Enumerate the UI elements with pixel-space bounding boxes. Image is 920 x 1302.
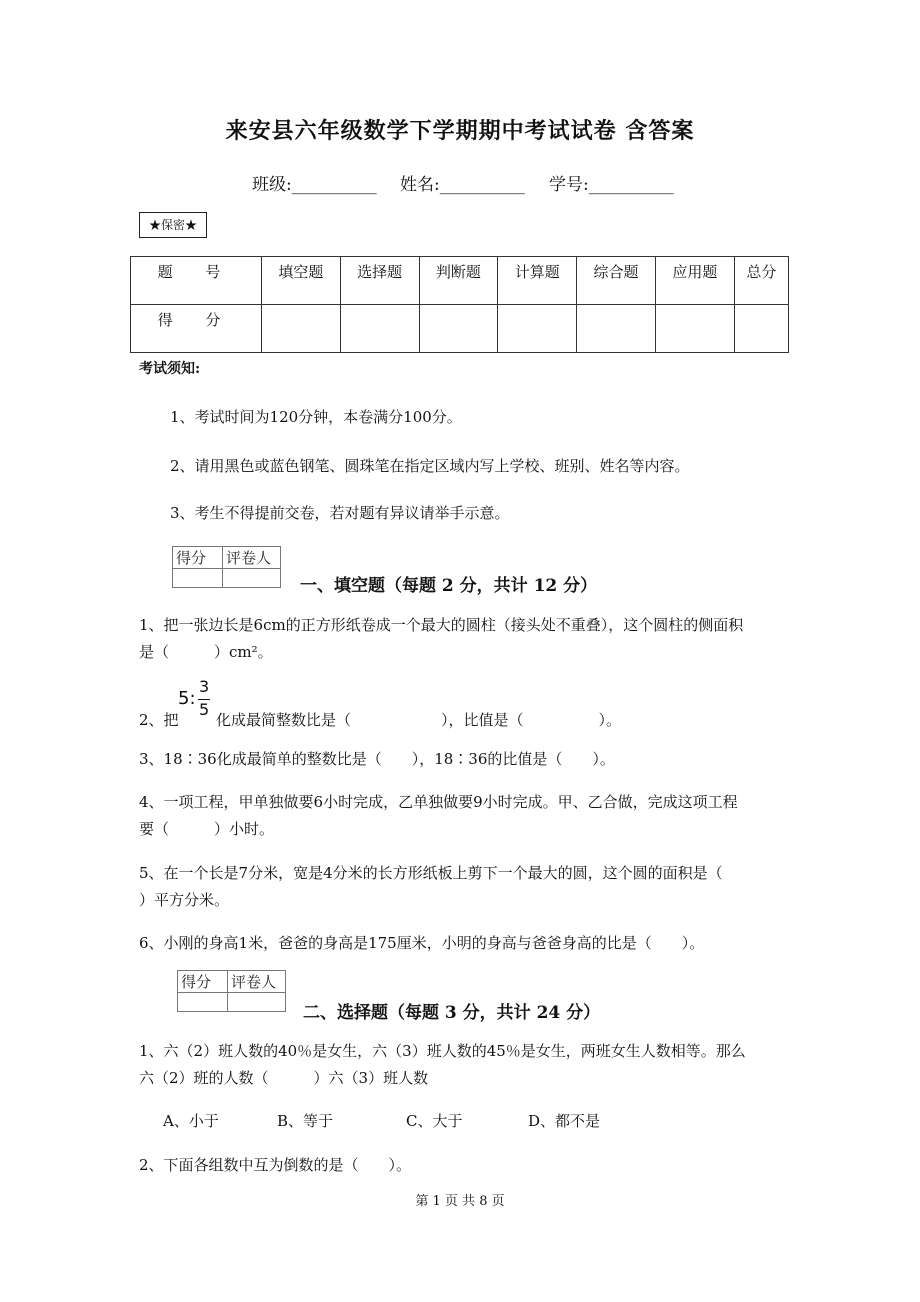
score-table-cell: 填空题 (261, 257, 340, 305)
grader-reviewer-label: 评卷人 (228, 971, 286, 993)
fraction-numerator: 3 (199, 677, 210, 696)
option-d: D、都不是 (528, 1112, 601, 1130)
page-footer: 第 1 页 共 8 页 (415, 1194, 505, 1209)
score-table-cell (655, 305, 734, 353)
grader-cell (228, 993, 286, 1012)
question-1-1: 1、把一张边长是6cm的正方形纸卷成一个最大的圆柱（接头处不重叠），这个圆柱的侧面积 (139, 616, 744, 634)
grader-reviewer-label: 评卷人 (223, 547, 281, 569)
question-1-5-cont: ）平方分米。 (139, 891, 230, 909)
grader-cell (178, 993, 228, 1012)
score-table-cell (577, 305, 656, 353)
notice-heading: 考试须知: (139, 361, 201, 377)
question-1-3: 3、18∶36化成最简单的整数比是（ ），18∶36的比值是（ ）。 (139, 750, 615, 768)
score-table-cell (498, 305, 577, 353)
section-1-heading: 一、填空题（每题 2 分，共计 12 分） (300, 576, 598, 596)
score-table-cell: 总分 (734, 257, 788, 305)
score-table-cell: 选择题 (340, 257, 419, 305)
question-2-2: 2、下面各组数中互为倒数的是（ ）。 (139, 1156, 412, 1174)
score-table-cell (340, 305, 419, 353)
grader-box (172, 546, 281, 588)
student-id-field: 学号:__________ (549, 175, 674, 195)
score-table-header-row (131, 257, 789, 305)
score-table-cell (261, 305, 340, 353)
score-table-cell: 题 号 (131, 257, 262, 305)
question-1-5: 5、在一个长是7分米，宽是4分米的长方形纸板上剪下一个最大的圆，这个圆的面积是（ (139, 864, 723, 882)
page-title: 来安县六年级数学下学期期中考试试卷 含答案 (225, 118, 695, 144)
grader-score-label: 得分 (173, 547, 223, 569)
notice-item: 1、考试时间为120分钟，本卷满分100分。 (170, 408, 462, 426)
ratio-whole: 5: (178, 688, 196, 709)
score-table-score-row (131, 305, 789, 353)
score-table-cell: 综合题 (577, 257, 656, 305)
fraction-denominator: 5 (199, 700, 210, 719)
score-table-cell (419, 305, 498, 353)
question-2-1: 1、六（2）班人数的40％是女生，六（3）班人数的45％是女生，两班女生人数相等。那么 (139, 1042, 746, 1060)
grader-cell (173, 569, 223, 588)
score-table-cell: 应用题 (655, 257, 734, 305)
class-field: 班级:__________ (252, 175, 377, 195)
notice-item: 2、请用黑色或蓝色钢笔、圆珠笔在指定区域内写上学校、班别、姓名等内容。 (170, 457, 690, 475)
question-1-1-cont: 是（ ）cm²。 (139, 643, 273, 661)
name-field: 姓名:__________ (400, 175, 525, 195)
question-2-1-cont: 六（2）班的人数（ ）六（3）班人数 (139, 1069, 429, 1087)
score-table (130, 256, 789, 353)
grader-box (177, 970, 286, 1012)
option-a: A、小于 (163, 1112, 219, 1130)
question-1-6: 6、小刚的身高1米，爸爸的身高是175厘米，小明的身高与爸爸身高的比是（ ）。 (139, 934, 705, 952)
score-table-cell: 计算题 (498, 257, 577, 305)
option-c: C、大于 (406, 1112, 463, 1130)
score-table-cell (734, 305, 788, 353)
grader-score-label: 得分 (178, 971, 228, 993)
score-table-cell: 得 分 (131, 305, 262, 353)
question-1-4-cont: 要（ ）小时。 (139, 820, 275, 838)
question-1-2-prefix: 2、把 (139, 711, 179, 729)
notice-item: 3、考生不得提前交卷，若对题有异议请举手示意。 (170, 504, 510, 522)
grader-cell (223, 569, 281, 588)
question-1-4: 4、一项工程，甲单独做要6小时完成，乙单独做要9小时完成。甲、乙合做，完成这项工程 (139, 793, 738, 811)
confidential-badge: ★保密★ (139, 212, 207, 238)
question-1-2: 化成最简整数比是（ ），比值是（ ）。 (216, 711, 622, 729)
section-2-heading: 二、选择题（每题 3 分，共计 24 分） (303, 1003, 601, 1023)
score-table-cell: 判断题 (419, 257, 498, 305)
option-b: B、等于 (277, 1112, 334, 1130)
